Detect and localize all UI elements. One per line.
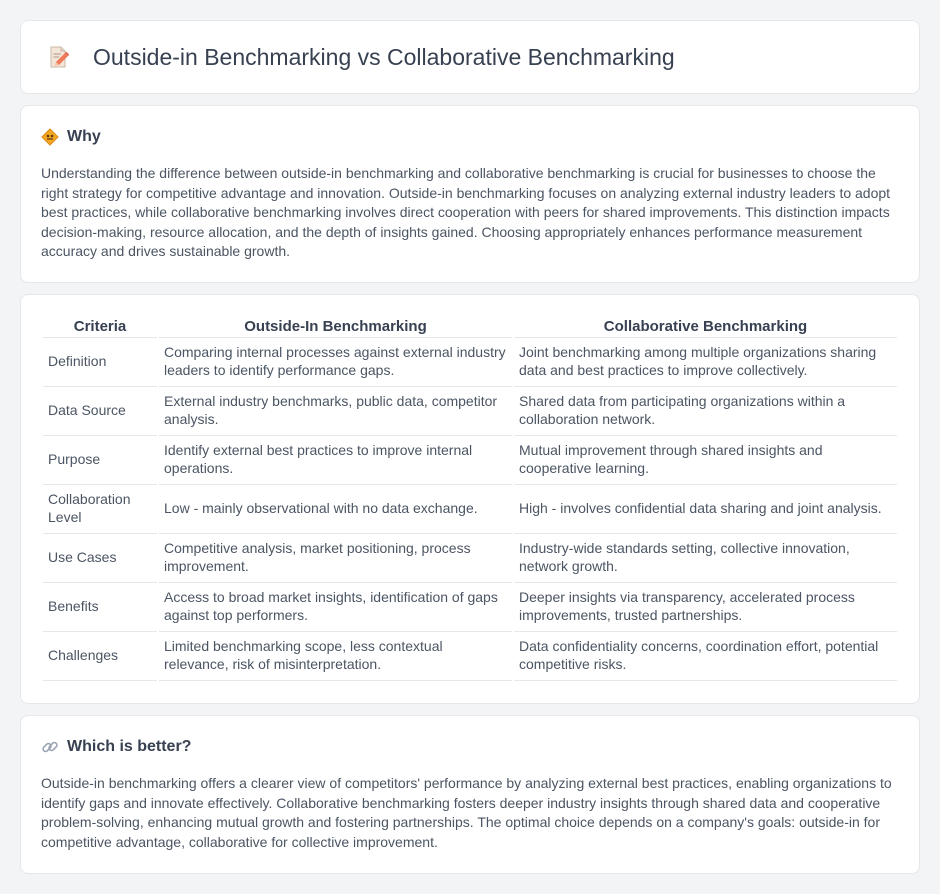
row-collaborative: Joint benchmarking among multiple organizations sharing data and best practices to improve collectively. <box>514 338 897 387</box>
row-outside-in: Limited benchmarking scope, less contextual relevance, risk of misinterpretation. <box>159 632 512 681</box>
row-collaborative: Shared data from participating organizations within a collaboration network. <box>514 387 897 436</box>
row-criteria: Collaboration Level <box>43 485 157 534</box>
row-collaborative: High - involves confidential data sharing and joint analysis. <box>514 485 897 534</box>
table-row <box>43 485 897 534</box>
header-outside-in: Outside-In Benchmarking <box>159 315 512 338</box>
document-pencil-icon <box>45 44 71 70</box>
row-outside-in: Access to broad market insights, identification of gaps against top performers. <box>159 583 512 632</box>
page-title: Outside-in Benchmarking vs Collaborative Benchmarking <box>93 43 675 70</box>
row-criteria: Challenges <box>43 632 157 681</box>
row-collaborative: Industry-wide standards setting, collective innovation, network growth. <box>514 534 897 583</box>
row-outside-in: Identify external best practices to improve internal operations. <box>159 436 512 485</box>
table-row <box>43 632 897 681</box>
row-criteria: Purpose <box>43 436 157 485</box>
row-criteria: Benefits <box>43 583 157 632</box>
row-outside-in: Low - mainly observational with no data exchange. <box>159 485 512 534</box>
row-criteria: Data Source <box>43 387 157 436</box>
better-section <box>20 715 920 874</box>
why-title: Why <box>67 128 101 145</box>
page-header <box>20 20 920 94</box>
table-row <box>43 534 897 583</box>
why-section <box>20 105 920 283</box>
row-collaborative: Mutual improvement through shared insights and cooperative learning. <box>514 436 897 485</box>
better-title: Which is better? <box>67 738 192 755</box>
row-collaborative: Deeper insights via transparency, accelerated process improvements, trusted partnerships. <box>514 583 897 632</box>
link-icon <box>41 738 59 756</box>
row-outside-in: Competitive analysis, market positioning, process improvement. <box>159 534 512 583</box>
why-text: Understanding the difference between outside-in benchmarking and collaborative benchmarking is crucial for businesses to choose the right strategy for competitive advantage and innovation. Outside-in benchmarking focuses on analyzing external industry leaders to adopt best practices, while collaborative benchmarking involves direct cooperation with peers for shared improvements. This distinction impacts decision-making, resource allocation, and the depth of insights gained. Choosing appropriately enhances performance measurement accuracy and drives sustainable growth. <box>41 165 891 260</box>
table-row <box>43 583 897 632</box>
row-outside-in: Comparing internal processes against external industry leaders to identify performance gaps. <box>159 338 512 387</box>
row-criteria: Use Cases <box>43 534 157 583</box>
comparison-table <box>41 315 899 681</box>
table-header-row <box>43 315 897 338</box>
row-criteria: Definition <box>43 338 157 387</box>
header-collaborative: Collaborative Benchmarking <box>514 315 897 338</box>
header-criteria: Criteria <box>43 315 157 338</box>
row-outside-in: External industry benchmarks, public data, competitor analysis. <box>159 387 512 436</box>
table-row <box>43 387 897 436</box>
table-row <box>43 338 897 387</box>
comparison-section <box>20 294 920 704</box>
row-collaborative: Data confidentiality concerns, coordination effort, potential competitive risks. <box>514 632 897 681</box>
road-sign-icon <box>41 128 59 146</box>
table-row <box>43 436 897 485</box>
better-text: Outside-in benchmarking offers a clearer view of competitors' performance by analyzing external best practices, enabling organizations to identify gaps and innovate effectively. Collaborative benchmarking fosters deeper industry insights through shared data and cooperative problem-solving, enhancing mutual growth and fostering partnerships. The optimal choice depends on a company's goals: outside-in for competitive advantage, collaborative for collective improvement. <box>41 775 892 850</box>
